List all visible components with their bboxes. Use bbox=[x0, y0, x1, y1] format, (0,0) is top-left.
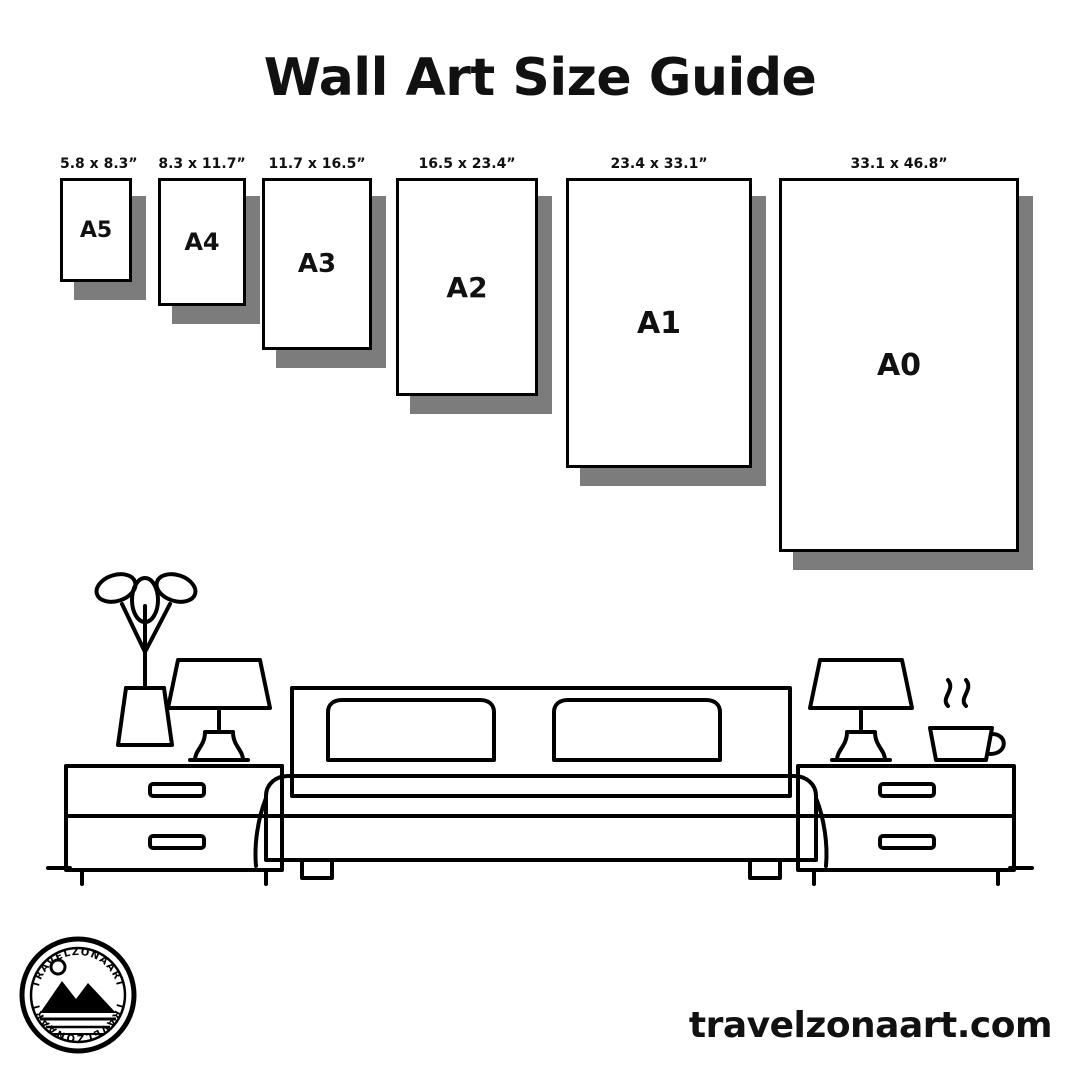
frame-box-a4[interactable] bbox=[158, 178, 246, 306]
frame-a0 bbox=[779, 156, 1019, 582]
frame-dimension-label: 33.1 x 46.8” bbox=[850, 156, 948, 172]
frame-size-label: A3 bbox=[297, 249, 337, 279]
frame-box-a5[interactable] bbox=[60, 178, 132, 282]
frame-size-label: A0 bbox=[876, 347, 922, 383]
frame-dimension-label: 23.4 x 33.1” bbox=[610, 156, 708, 172]
frame-box-a2[interactable] bbox=[396, 178, 538, 396]
frame-a2 bbox=[396, 156, 538, 426]
frame-a4 bbox=[158, 156, 246, 336]
frame-box-a1[interactable] bbox=[566, 178, 752, 468]
frame-size-label: A1 bbox=[636, 305, 682, 341]
frame-dimension-label: 8.3 x 11.7” bbox=[158, 156, 246, 172]
frame-dimension-label: 5.8 x 8.3” bbox=[60, 156, 138, 172]
frame-dimension-label: 11.7 x 16.5” bbox=[268, 156, 366, 172]
frame-a5 bbox=[60, 156, 138, 312]
page-title: Wall Art Size Guide bbox=[263, 48, 817, 108]
bed bbox=[255, 688, 826, 878]
frame-a3 bbox=[262, 156, 372, 380]
plant-vase bbox=[93, 569, 199, 745]
frame-size-label: A4 bbox=[184, 228, 220, 256]
right-nightstand bbox=[798, 766, 1014, 884]
frame-size-label: A5 bbox=[79, 217, 113, 243]
coffee-cup bbox=[930, 680, 1004, 760]
right-lamp bbox=[810, 660, 912, 760]
logo-text-top: TRAVELZONAART bbox=[30, 946, 126, 990]
frame-box-a0[interactable] bbox=[779, 178, 1019, 552]
frame-a1 bbox=[566, 156, 752, 498]
svg-text:TRAVELZONAART bbox=[31, 947, 126, 989]
brand-logo bbox=[18, 935, 138, 1055]
left-nightstand bbox=[66, 766, 282, 884]
frame-size-label: A2 bbox=[446, 270, 488, 304]
left-lamp bbox=[168, 660, 270, 760]
logo-text-bottom: TRAVELZONAART bbox=[30, 1000, 126, 1044]
frame-dimension-label: 16.5 x 23.4” bbox=[418, 156, 516, 172]
bedroom-illustration bbox=[30, 560, 1050, 920]
site-url: travelzonaart.com bbox=[688, 1005, 1052, 1046]
frame-box-a3[interactable] bbox=[262, 178, 372, 350]
